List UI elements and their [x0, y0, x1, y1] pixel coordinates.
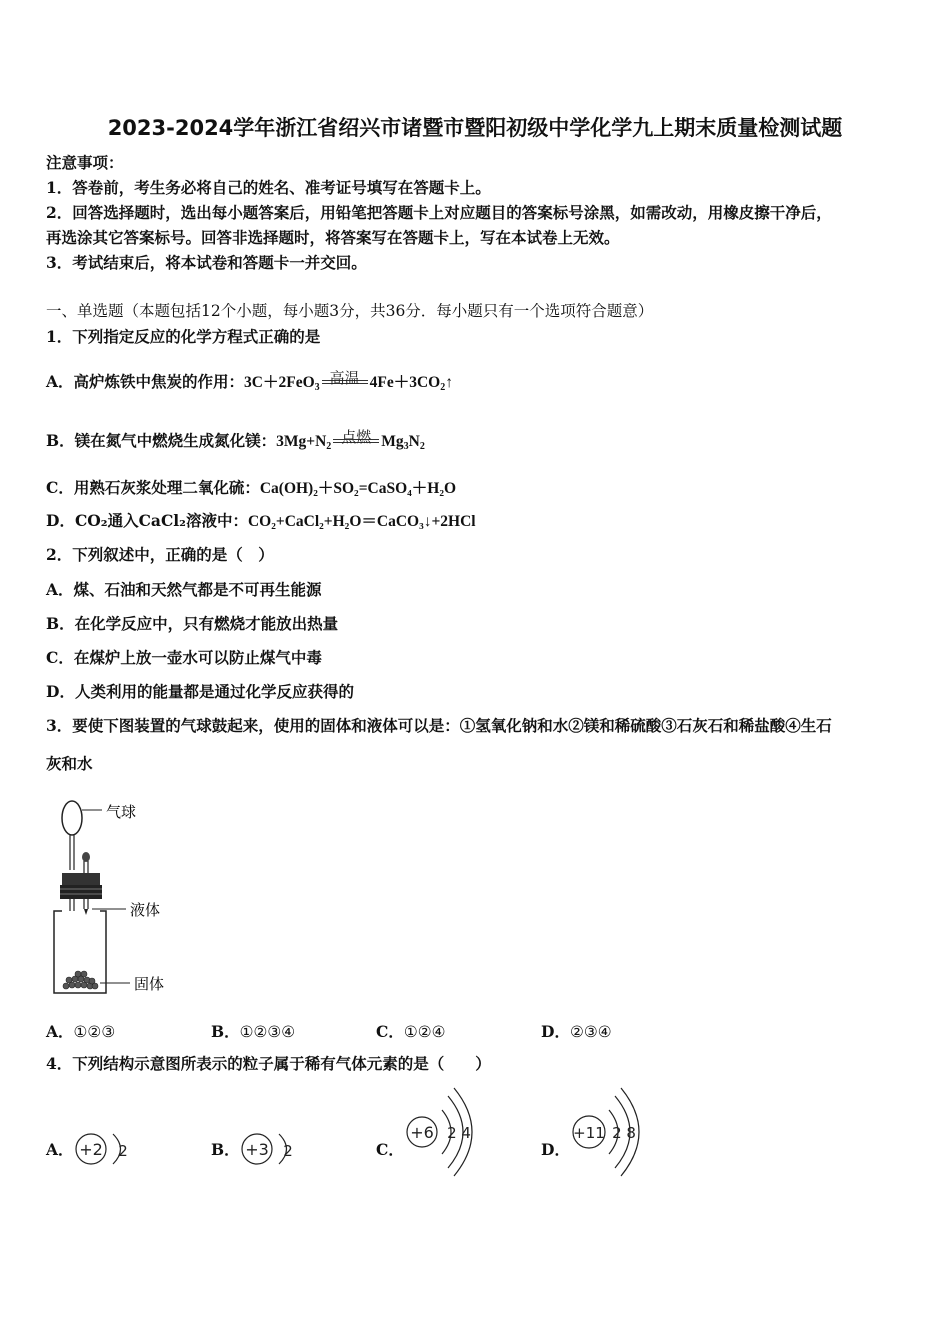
q2-option: D．人类利用的能量都是通过化学反应获得的 — [46, 682, 354, 701]
solid-particles — [63, 971, 98, 989]
liquid-label: 液体 — [130, 901, 161, 919]
q4-option-a-label: A． — [46, 1140, 74, 1159]
page-title: 2023-2024学年浙江省绍兴市诸暨市暨阳初级中学化学九上期末质量检测试题 — [107, 116, 843, 140]
notice-item: 2．回答选择题时，选出每小题答案后，用铅笔把答题卡上对应题目的答案标号涂黑，如需改动，用橡皮擦干净后， — [46, 203, 832, 222]
q3-option-d: D．②③④ — [541, 1022, 612, 1041]
balloon-shape — [62, 801, 82, 835]
stopper — [62, 873, 100, 885]
svg-text:+6: +6 — [410, 1123, 434, 1142]
q1-a-left: 3C＋2Fe — [244, 374, 303, 391]
q1-a-label: A．高炉炼铁中焦炭的作用： — [46, 372, 245, 391]
q3-option-c: C．①②④ — [376, 1022, 446, 1041]
svg-text:+2: +2 — [79, 1140, 103, 1159]
notice-item: 再选涂其它答案标号。回答非选择题时，将答案写在答题卡上，写在本试卷上无效。 — [46, 228, 620, 247]
q1-d-equation: CO₂+CaCl₂+H₂O＝CaCO₃↓+2HCl — [247, 513, 476, 530]
svg-text:2 8: 2 8 — [612, 1124, 636, 1142]
q4-atom-b — [236, 1126, 306, 1176]
notice-heading: 注意事项： — [46, 153, 124, 172]
q4-atom-d — [569, 1084, 649, 1179]
q3-stem-continued: 灰和水 — [46, 754, 93, 773]
q4-atom-c — [404, 1084, 484, 1179]
dropper-bulb — [82, 852, 90, 862]
q1-option-a: A．高炉炼铁中焦炭的作用：3C＋2FeO$_3$ 高温 $4Fe+3CO_2↑$ — [46, 369, 453, 393]
section-heading: 一、单选题（本题包括12个小题，每小题3分，共36分．每小题只有一个选项符合题意） — [46, 302, 654, 320]
q1-option-b: B．镁在氮气中燃烧生成氮化镁：$3Mg+N_2$ 点燃 $Mg_3N_2$ — [46, 428, 425, 452]
q1-b-left: 3Mg+N — [276, 433, 327, 450]
svg-text:+3: +3 — [245, 1140, 269, 1159]
q2-option: B．在化学反应中，只有燃烧才能放出热量 — [46, 614, 339, 633]
solid-label: 固体 — [134, 975, 165, 993]
q3-option-b: B．①②③④ — [211, 1022, 296, 1041]
q2-option: C．在煤炉上放一壶水可以防止煤气中毒 — [46, 648, 322, 667]
q1-stem: 1．下列指定反应的化学方程式正确的是 — [46, 327, 321, 346]
q3-option-a: A．①②③ — [46, 1022, 116, 1041]
svg-text:2: 2 — [283, 1142, 293, 1160]
svg-text:+11: +11 — [573, 1124, 605, 1142]
q3-stem: 3．要使下图装置的气球鼓起来，使用的固体和液体可以是：①氢氧化钠和水②镁和稀硫酸③石灰石和稀盐酸④生石 — [46, 716, 832, 735]
notice-item: 1．答卷前，考生务必将自己的姓名、准考证号填写在答题卡上。 — [46, 178, 491, 197]
balloon-label: 气球 — [106, 803, 137, 821]
apparatus-diagram — [44, 795, 194, 1000]
q4-atom-a — [70, 1126, 140, 1176]
q1-c-label: C．用熟石灰浆处理二氧化硫： — [46, 478, 260, 497]
q4-option-d-label: D． — [541, 1140, 570, 1159]
q1-b-right: Mg — [381, 433, 404, 450]
q1-b-label: B．镁在氮气中燃烧生成氮化镁： — [46, 431, 277, 450]
q4-option-c-label: C． — [376, 1140, 404, 1159]
q2-stem: 2．下列叙述中，正确的是（ ） — [46, 545, 274, 564]
q2-option: A．煤、石油和天然气都是不可再生能源 — [46, 580, 322, 599]
svg-text:2 4: 2 4 — [447, 1124, 471, 1142]
svg-text:2: 2 — [118, 1142, 128, 1160]
q1-option-d — [46, 511, 476, 532]
q1-option-c — [46, 478, 456, 499]
q4-stem: 4．下列结构示意图所表示的粒子属于稀有气体元素的是（ ） — [46, 1054, 491, 1073]
q1-a-arrow: ↑ — [445, 374, 453, 391]
q1-c-equation: Ca(OH)₂＋SO₂=CaSO₄＋H₂O — [259, 480, 457, 497]
q1-a-right: 4Fe＋3CO — [369, 374, 441, 391]
notice-item: 3．考试结束后，将本试卷和答题卡一并交回。 — [46, 253, 367, 272]
q1-d-label: D．CO₂通入CaCl₂溶液中： — [46, 511, 248, 530]
q4-option-b-label: B． — [211, 1140, 240, 1159]
